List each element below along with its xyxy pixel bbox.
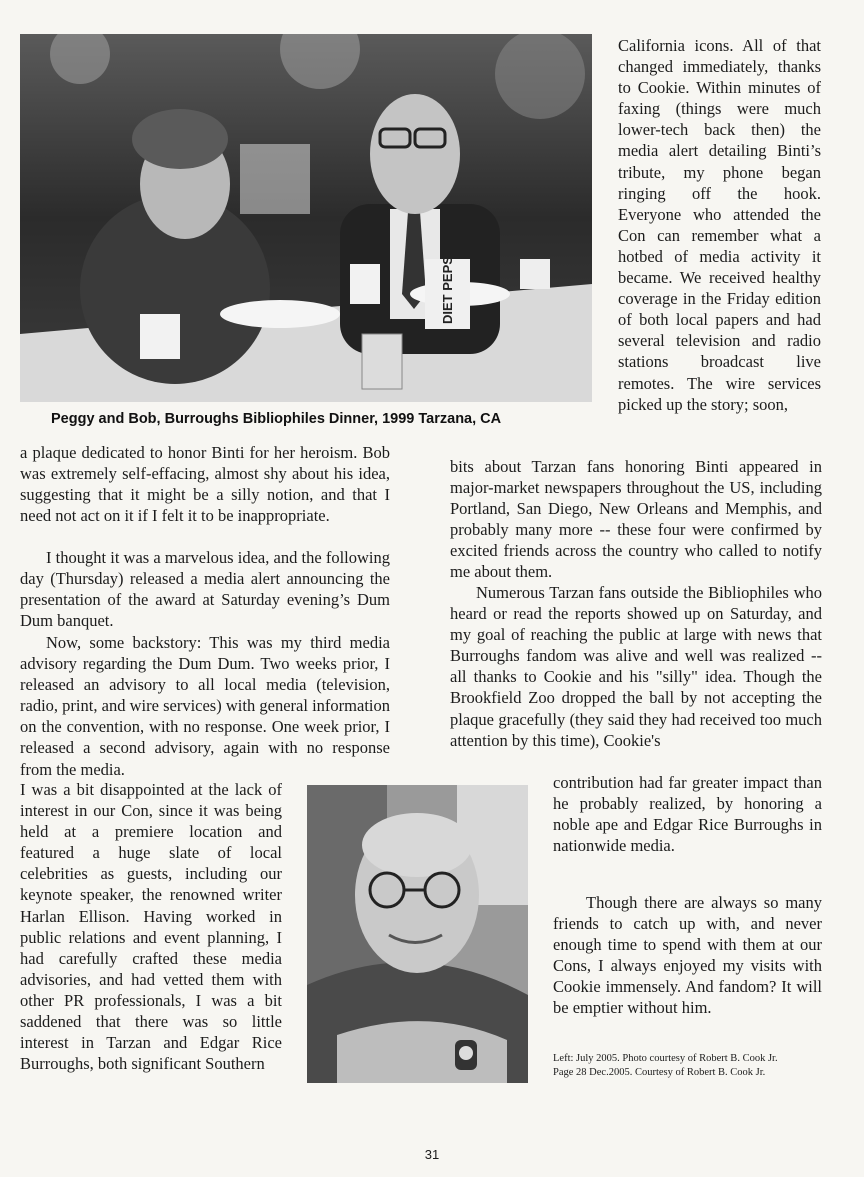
cookie-photo-illustration	[307, 785, 528, 1083]
middle-paragraph-2: Numerous Tarzan fans outside the Bibliophiles who heard or read the reports showed up on Saturday, and my goal of reaching the public at large with news that Burroughs fandom was alive and well was realized -- all thanks to Cookie and his "silly" idea. Though the Brookfield Zoo dropped the ball by not accepting the plaque gracefully (they said they had received too much attention by this time), Cookie's	[450, 583, 822, 750]
dinner-photo-caption: Peggy and Bob, Burroughs Bibliophiles Dinner, 1999 Tarzana, CA	[51, 411, 502, 427]
left-paragraph-1: a plaque dedicated to honor Binti for her heroism. Bob was extremely self-effacing, almost shy about his idea, suggesting that it might be a silly notion, and that I need not act on it if I felt it to be inappropriate.	[20, 443, 390, 526]
photo-credit-line-2: Page 28 Dec.2005. Courtesy of Robert B. Cook Jr.	[553, 1067, 766, 1078]
dinner-photo	[20, 34, 592, 402]
pepsi-cup-label: DIET PEPSI	[440, 252, 455, 324]
right-column-top-text: California icons. All of that changed immediately, thanks to Cookie. Within minutes of faxing (things were much lower-tech back then) the media alert detailing Binti’s tribute, my phone began ringing off the hook. Everyone who attended the Con can remember what a hotbed of media activity it became. We received healthy coverage in the Friday edition of both local papers and had several television and radio stations broadcast live remotes. The wire services picked up the story; soon,	[618, 36, 821, 414]
photo-credit-line-1: Left: July 2005. Photo courtesy of Robert B. Cook Jr.	[553, 1053, 778, 1064]
left-paragraph-3: Now, some backstory: This was my third media advisory regarding the Dum Dum. Two weeks prior, I released an advisory to all local media (television, radio, print, and wire services) with general information on the convention, with no response. One week prior, I released a second advisory, again with no response from the media.	[20, 633, 390, 779]
page-number: 31	[424, 1147, 440, 1162]
middle-paragraph-1: bits about Tarzan fans honoring Binti appeared in major-market newspapers throughout the US, including Portland, San Diego, New Orleans and Memphis, and probably many more -- these four were confirmed by excited friends across the country who called to notify me about them.	[450, 457, 822, 582]
left-paragraph-4: I was a bit disappointed at the lack of interest in our Con, since it was being held at a premiere location and featured a huge slate of local celebrities as guests, including our keynote speaker, the renowned writer Harlan Ellison. Having worked in public relations and event planning, I had carefully crafted these media advisories, and had vetted them with other PR professionals, I was a bit saddened that there was so little interest in Tarzan and Edgar Rice Burroughs, both significant Southern	[20, 780, 282, 1074]
right-bottom-paragraph-1: contribution had far greater impact than he probably realized, by honoring a noble ape and Edgar Rice Burroughs in nationwide media.	[553, 773, 822, 856]
right-bottom-paragraph-2: Though there are always so many friends to catch up with, and never enough time to spend with them at our Cons, I always enjoyed my visits with Cookie immensely. And fandom? It will be emptier without him.	[553, 893, 822, 1018]
dinner-photo-illustration	[20, 34, 592, 402]
photo-credits	[553, 1052, 833, 1080]
cookie-photo	[307, 785, 528, 1083]
left-paragraph-2: I thought it was a marvelous idea, and the following day (Thursday) released a media alert announcing the presentation of the award at Saturday evening’s Dum Dum banquet.	[20, 548, 390, 631]
